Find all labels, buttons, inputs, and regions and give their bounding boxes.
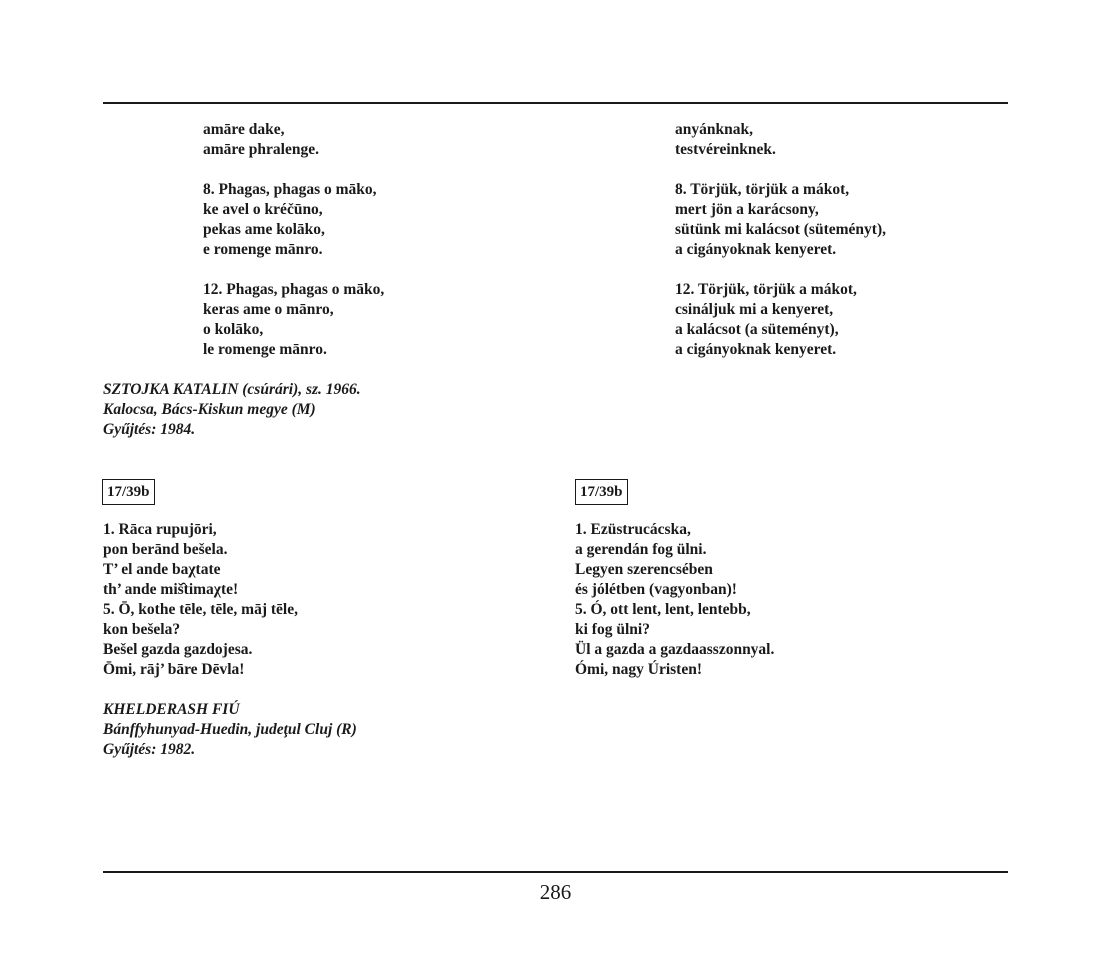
verse-line: a cigányoknak kenyeret.: [675, 341, 837, 358]
verse-line: pekas ame kolāko,: [203, 221, 325, 238]
hungarian-verses-bottom: [575, 520, 774, 680]
hungarian-verses-top: [675, 120, 886, 360]
verse-line: és jólétben (vagyonban)!: [575, 581, 737, 598]
verse-line: 12. Phagas, phagas o māko,: [203, 281, 385, 298]
verse-line: anyánknak,: [675, 121, 753, 138]
verse-line: T’ el ande baχtate: [103, 561, 221, 578]
verse-line: 5. Ō, kothe tēle, tēle, māj tēle,: [103, 601, 298, 618]
song-id-box-right: 17/39b: [575, 479, 628, 505]
verse-line: pon berānd bešela.: [103, 541, 228, 558]
verse-line: le romenge mānro.: [203, 341, 327, 358]
stanza-gap: [675, 260, 886, 280]
top-rule: [103, 102, 1008, 104]
verse-line: 1. Ezüstrucácska,: [575, 521, 691, 538]
romani-verses-bottom: [103, 520, 298, 680]
verse-line: a gerendán fog ülni.: [575, 541, 707, 558]
verse-line: csináljuk mi a kenyeret,: [675, 301, 834, 318]
verse-line: a cigányoknak kenyeret.: [675, 241, 837, 258]
bottom-rule: [103, 871, 1008, 873]
verse-line: sütünk mi kalácsot (süteményt),: [675, 221, 886, 238]
source-credit-1: [103, 380, 361, 440]
verse-line: ki fog ülni?: [575, 621, 650, 638]
verse-line: 12. Törjük, törjük a mákot,: [675, 281, 857, 298]
verse-line: kon bešela?: [103, 621, 181, 638]
stanza-gap: [203, 260, 384, 280]
collection-year: Gyűjtés: 1984.: [103, 421, 196, 438]
verse-line: mert jön a karácsony,: [675, 201, 819, 218]
stanza-gap: [203, 160, 384, 180]
verse-line: 1. Rāca rupujōri,: [103, 521, 217, 538]
verse-line: Bešel gazda gazdojesa.: [103, 641, 253, 658]
verse-line: 8. Törjük, törjük a mákot,: [675, 181, 850, 198]
location: Kalocsa, Bács-Kiskun megye (M): [103, 401, 316, 418]
song-id-box-left: 17/39b: [102, 479, 155, 505]
stanza-gap: [675, 160, 886, 180]
location: Bánffyhunyad-Huedin, judeţul Cluj (R): [103, 721, 357, 738]
verse-line: Legyen szerencsében: [575, 561, 713, 578]
singer-name: SZTOJKA KATALIN (csúrári), sz. 1966.: [103, 381, 361, 398]
verse-line: keras ame o mānro,: [203, 301, 334, 318]
verse-line: Ómi, nagy Úristen!: [575, 661, 703, 678]
verse-line: a kalácsot (a süteményt),: [675, 321, 839, 338]
verse-line: 5. Ó, ott lent, lent, lentebb,: [575, 601, 751, 618]
verse-line: amāre dake,: [203, 121, 285, 138]
verse-line: o kolāko,: [203, 321, 264, 338]
page-number: 286: [539, 880, 572, 904]
verse-line: testvéreinknek.: [675, 141, 776, 158]
verse-line: e romenge mānro.: [203, 241, 323, 258]
verse-line: 8. Phagas, phagas o māko,: [203, 181, 377, 198]
verse-line: Ōmi, rāj’ bāre Dēvla!: [103, 661, 245, 678]
verse-line: amāre phralenge.: [203, 141, 319, 158]
singer-name: KHELDERASH FIÚ: [103, 701, 240, 718]
verse-line: th’ ande miš̑timaχte!: [103, 581, 239, 598]
collection-year: Gyűjtés: 1982.: [103, 741, 196, 758]
romani-verses-top: [203, 120, 384, 360]
verse-line: Ül a gazda a gazdaasszonnyal.: [575, 641, 775, 658]
source-credit-2: [103, 700, 357, 760]
verse-line: ke avel o kréčūno,: [203, 201, 323, 218]
